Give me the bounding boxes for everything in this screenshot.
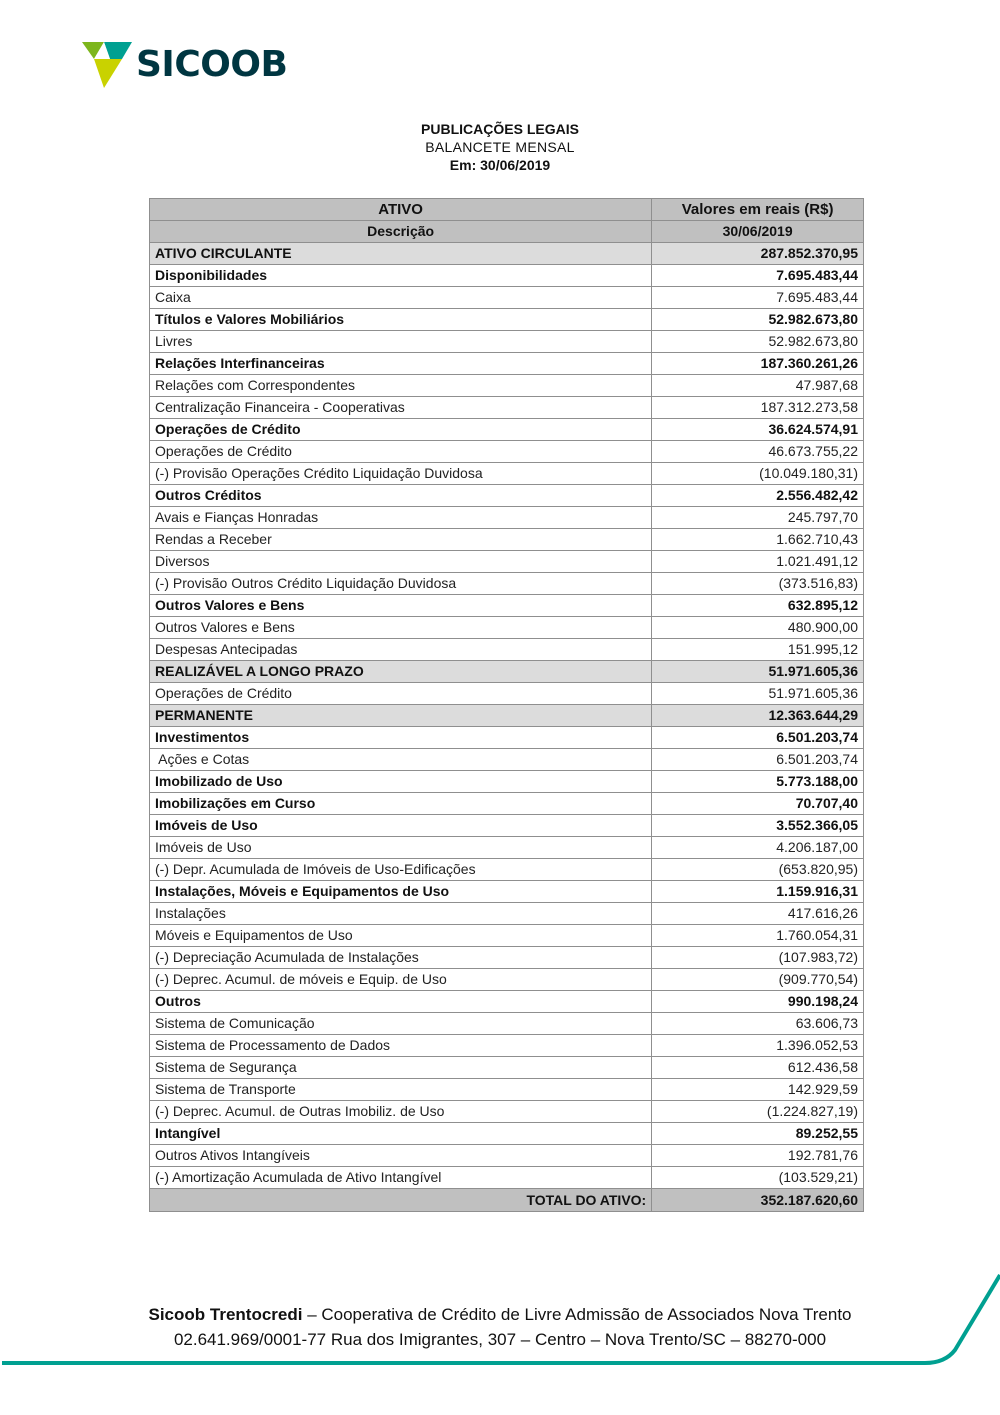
row-value: 1.021.491,12 (652, 551, 864, 573)
table-row (150, 903, 864, 925)
row-label: Imóveis de Uso (150, 837, 652, 859)
table-row (150, 375, 864, 397)
row-value: 70.707,40 (652, 793, 864, 815)
table-row (150, 1101, 864, 1123)
section-row (150, 661, 864, 683)
footer-line-1 (0, 1302, 1000, 1327)
row-value: 417.616,26 (652, 903, 864, 925)
table-row (150, 1145, 864, 1167)
row-value: 5.773.188,00 (652, 771, 864, 793)
row-value: 6.501.203,74 (652, 749, 864, 771)
table-row (150, 529, 864, 551)
row-label: Instalações (150, 903, 652, 925)
row-value: 151.995,12 (652, 639, 864, 661)
row-label: PERMANENTE (150, 705, 652, 727)
row-label: Sistema de Processamento de Dados (150, 1035, 652, 1057)
table-row (150, 463, 864, 485)
row-value: 480.900,00 (652, 617, 864, 639)
heading-title: PUBLICAÇÕES LEGAIS (421, 121, 579, 137)
row-label: Sistema de Transporte (150, 1079, 652, 1101)
row-label: Relações Interfinanceiras (150, 353, 652, 375)
row-value: 4.206.187,00 (652, 837, 864, 859)
row-label: Intangível (150, 1123, 652, 1145)
row-value: 46.673.755,22 (652, 441, 864, 463)
table-row (150, 1079, 864, 1101)
row-label: (-) Depr. Acumulada de Imóveis de Uso-Edificações (150, 859, 652, 881)
row-label: Operações de Crédito (150, 441, 652, 463)
group-row (150, 881, 864, 903)
row-label: Títulos e Valores Mobiliários (150, 309, 652, 331)
row-label: (-) Deprec. Acumul. de móveis e Equip. de Uso (150, 969, 652, 991)
row-label: Instalações, Móveis e Equipamentos de Uso (150, 881, 652, 903)
table-row (150, 749, 864, 771)
table-row (150, 947, 864, 969)
section-row (150, 243, 864, 265)
footer (0, 1302, 1000, 1352)
row-label: Sistema de Comunicação (150, 1013, 652, 1035)
table-row (150, 969, 864, 991)
row-value: 1.396.052,53 (652, 1035, 864, 1057)
footer-company-desc: – Cooperativa de Crédito de Livre Admissão de Associados Nova Trento (302, 1305, 852, 1324)
row-label: REALIZÁVEL A LONGO PRAZO (150, 661, 652, 683)
subheader-date: 30/06/2019 (652, 221, 864, 243)
row-value: 51.971.605,36 (652, 683, 864, 705)
group-row (150, 991, 864, 1013)
table-row (150, 397, 864, 419)
table-row (150, 1035, 864, 1057)
row-label: Caixa (150, 287, 652, 309)
row-value: (909.770,54) (652, 969, 864, 991)
group-row (150, 1123, 864, 1145)
row-label: (-) Provisão Operações Crédito Liquidação Duvidosa (150, 463, 652, 485)
row-value: 187.312.273,58 (652, 397, 864, 419)
header-ativo: ATIVO (150, 199, 652, 221)
row-label: Diversos (150, 551, 652, 573)
table-row (150, 925, 864, 947)
footer-company: Sicoob Trentocredi (148, 1305, 303, 1324)
row-value: 52.982.673,80 (652, 331, 864, 353)
table-row (150, 551, 864, 573)
row-label: Operações de Crédito (150, 419, 652, 441)
table-row (150, 837, 864, 859)
row-value: 187.360.261,26 (652, 353, 864, 375)
row-label: Despesas Antecipadas (150, 639, 652, 661)
table-row (150, 287, 864, 309)
row-label: Operações de Crédito (150, 683, 652, 705)
table-row (150, 683, 864, 705)
table-row (150, 441, 864, 463)
row-label: (-) Provisão Outros Crédito Liquidação Duvidosa (150, 573, 652, 595)
row-label: (-) Amortização Acumulada de Ativo Intangível (150, 1167, 652, 1189)
row-value: 2.556.482,42 (652, 485, 864, 507)
row-value: 7.695.483,44 (652, 265, 864, 287)
brand-name: SICOOB (136, 44, 288, 85)
row-value: (1.224.827,19) (652, 1101, 864, 1123)
group-row (150, 485, 864, 507)
row-label: Outros Créditos (150, 485, 652, 507)
row-label: (-) Depreciação Acumulada de Instalações (150, 947, 652, 969)
row-value: 990.198,24 (652, 991, 864, 1013)
row-value: 6.501.203,74 (652, 727, 864, 749)
heading-date: Em: 30/06/2019 (449, 157, 551, 173)
table-row (150, 507, 864, 529)
row-value: (10.049.180,31) (652, 463, 864, 485)
subheader-descricao: Descrição (150, 221, 652, 243)
group-row (150, 815, 864, 837)
row-label: Rendas a Receber (150, 529, 652, 551)
row-label: Imobilizado de Uso (150, 771, 652, 793)
row-value: 612.436,58 (652, 1057, 864, 1079)
row-label: Livres (150, 331, 652, 353)
row-value: 3.552.366,05 (652, 815, 864, 837)
row-value: 1.159.916,31 (652, 881, 864, 903)
row-value: 142.929,59 (652, 1079, 864, 1101)
row-value: 89.252,55 (652, 1123, 864, 1145)
row-value: 192.781,76 (652, 1145, 864, 1167)
sicoob-triangle-logo-icon (82, 42, 132, 88)
table-row (150, 1167, 864, 1189)
total-row (150, 1189, 864, 1212)
header-valores: Valores em reais (R$) (652, 199, 864, 221)
table-row (150, 859, 864, 881)
sicoob-logo (82, 42, 287, 88)
row-label: Outros (150, 991, 652, 1013)
group-row (150, 727, 864, 749)
row-label: Relações com Correspondentes (150, 375, 652, 397)
row-value: 1.662.710,43 (652, 529, 864, 551)
group-row (150, 595, 864, 617)
group-row (150, 419, 864, 441)
row-label: Outros Valores e Bens (150, 617, 652, 639)
total-value: 352.187.620,60 (652, 1189, 864, 1212)
row-value: 51.971.605,36 (652, 661, 864, 683)
row-value: (103.529,21) (652, 1167, 864, 1189)
row-label: (-) Deprec. Acumul. de Outras Imobiliz. de Uso (150, 1101, 652, 1123)
table-row (150, 1057, 864, 1079)
balance-sheet-table (149, 198, 864, 1212)
table-row (150, 573, 864, 595)
table-body (150, 243, 864, 1189)
row-label: Avais e Fianças Honradas (150, 507, 652, 529)
table-row (150, 1013, 864, 1035)
row-label: Ações e Cotas (150, 749, 652, 771)
row-label: Outros Valores e Bens (150, 595, 652, 617)
row-value: 1.760.054,31 (652, 925, 864, 947)
row-value: 632.895,12 (652, 595, 864, 617)
row-label: Investimentos (150, 727, 652, 749)
row-label: Centralização Financeira - Cooperativas (150, 397, 652, 419)
document-heading (0, 120, 1000, 174)
row-value: 36.624.574,91 (652, 419, 864, 441)
section-row (150, 705, 864, 727)
table-subheader-row (150, 221, 864, 243)
row-value: (653.820,95) (652, 859, 864, 881)
heading-subtitle: BALANCETE MENSAL (425, 139, 575, 155)
row-value: 47.987,68 (652, 375, 864, 397)
row-label: Imóveis de Uso (150, 815, 652, 837)
total-label: TOTAL DO ATIVO: (150, 1189, 652, 1212)
row-value: 245.797,70 (652, 507, 864, 529)
footer-line-2: 02.641.969/0001-77 Rua dos Imigrantes, 307 – Centro – Nova Trento/SC – 88270-000 (173, 1330, 827, 1349)
row-value: (107.983,72) (652, 947, 864, 969)
group-row (150, 793, 864, 815)
row-label: ATIVO CIRCULANTE (150, 243, 652, 265)
row-label: Móveis e Equipamentos de Uso (150, 925, 652, 947)
table-header-row (150, 199, 864, 221)
row-value: 63.606,73 (652, 1013, 864, 1035)
row-label: Outros Ativos Intangíveis (150, 1145, 652, 1167)
row-value: 7.695.483,44 (652, 287, 864, 309)
group-row (150, 771, 864, 793)
row-value: 12.363.644,29 (652, 705, 864, 727)
row-label: Disponibilidades (150, 265, 652, 287)
row-label: Sistema de Segurança (150, 1057, 652, 1079)
table-row (150, 639, 864, 661)
row-value: 287.852.370,95 (652, 243, 864, 265)
table-row (150, 617, 864, 639)
group-row (150, 265, 864, 287)
table-row (150, 331, 864, 353)
row-value: 52.982.673,80 (652, 309, 864, 331)
row-value: (373.516,83) (652, 573, 864, 595)
group-row (150, 353, 864, 375)
row-label: Imobilizações em Curso (150, 793, 652, 815)
group-row (150, 309, 864, 331)
